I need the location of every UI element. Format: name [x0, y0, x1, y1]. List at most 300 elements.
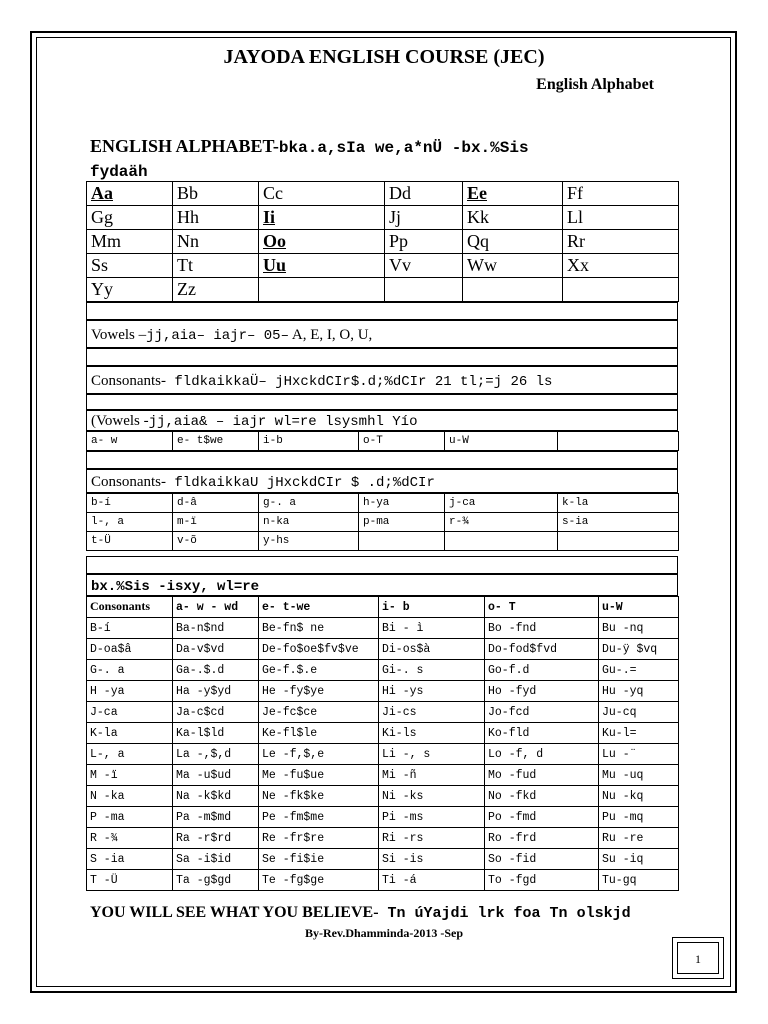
syllable-cell	[173, 849, 259, 870]
syllable-cell	[379, 639, 485, 660]
syllable-row	[87, 639, 679, 660]
consonant-cell	[558, 494, 679, 513]
syllable-cell	[599, 702, 679, 723]
consonant-text: j-ca	[449, 497, 476, 509]
consonant-cell	[173, 513, 259, 532]
consonant-text: g-. a	[263, 497, 297, 509]
syllable-header-cell	[599, 597, 679, 618]
syllable-text: Po -fmd	[488, 811, 537, 824]
syllable-cell	[259, 870, 379, 891]
consonant-cell	[87, 513, 173, 532]
syllable-text: Mu -uq	[602, 769, 644, 782]
syllable-cell	[485, 786, 599, 807]
syllable-text: Hu -yq	[602, 685, 644, 698]
alphabet-cell: Rr	[563, 230, 679, 254]
syllable-header-cell	[259, 597, 379, 618]
heading-sinhala: bka.a,sIa we,a*nÜ -bx.%Sis	[278, 139, 529, 157]
syllable-title-row	[86, 574, 678, 596]
syllable-cell	[379, 681, 485, 702]
syllable-text: Di-os$à	[382, 643, 431, 656]
spacer-row	[86, 302, 678, 320]
heading-prefix: ENGLISH ALPHABET-	[90, 136, 279, 156]
alphabet-cell: Ii	[259, 206, 385, 230]
syllable-text: Ba-n$nd	[176, 622, 225, 635]
consonants-sinhala: fldkaikkaÜ– jHxckdCIr$.d;%dCIr 21 tl;=j 26 ls	[166, 374, 553, 390]
syllable-header-text: u-W	[602, 601, 623, 614]
syllable-cell	[87, 849, 173, 870]
alphabet-row	[87, 182, 679, 206]
syllable-cell	[259, 744, 379, 765]
syllable-cell	[259, 807, 379, 828]
syllable-header-text: i- b	[382, 601, 410, 614]
syllable-cell	[87, 681, 173, 702]
vowels-list: A, E, I, O, U,	[288, 327, 373, 343]
footer-label: YOU WILL SEE WHAT YOU BELIEVE-	[90, 904, 379, 921]
alphabet-cell: Cc	[259, 182, 385, 206]
syllable-table	[86, 596, 679, 891]
syllable-text: La -,$,d	[176, 748, 232, 761]
syllable-text: Tu-gq	[602, 874, 637, 887]
syllable-header-text: e- t-we	[262, 601, 311, 614]
syllable-cell	[173, 681, 259, 702]
syllable-cell	[259, 681, 379, 702]
consonant-cell	[445, 532, 558, 551]
alphabet-cell: Yy	[87, 278, 173, 302]
syllable-cell	[485, 681, 599, 702]
syllable-text: P -ma	[90, 811, 125, 824]
syllable-cell	[599, 786, 679, 807]
alphabet-cell: Uu	[259, 254, 385, 278]
syllable-cell	[259, 786, 379, 807]
vowels-table-row	[87, 432, 679, 451]
footer-quote	[90, 904, 750, 922]
syllable-title: bx.%Sis -isxy, wl=re	[91, 579, 260, 595]
consonant-cell	[359, 532, 445, 551]
vowel-cell	[558, 432, 679, 451]
vowel-text: e- t$we	[177, 435, 224, 447]
spacer-row	[86, 556, 678, 574]
syllable-text: Lo -f, d	[488, 748, 544, 761]
syllable-row	[87, 765, 679, 786]
vowels-label: Vowels –	[91, 327, 147, 343]
syllable-text: Ti -á	[382, 874, 417, 887]
syllable-cell	[485, 849, 599, 870]
byline: By-Rev.Dhamminda-2013 -Sep	[304, 926, 463, 940]
alphabet-cell: Ww	[463, 254, 563, 278]
syllable-text: Ji-cs	[382, 706, 417, 719]
consonant-row	[87, 513, 679, 532]
syllable-text: Ke-fl$le	[262, 727, 318, 740]
syllable-text: Ni -ks	[382, 790, 424, 803]
consonants-table-label: Consonants-	[91, 474, 166, 490]
vowel-cell	[359, 432, 445, 451]
syllable-cell	[259, 765, 379, 786]
consonant-text: r-¾	[449, 516, 469, 528]
syllable-text: G-. a	[90, 664, 125, 677]
syllable-text: Du-ÿ $vq	[602, 643, 658, 656]
syllable-cell	[173, 639, 259, 660]
syllable-cell	[87, 807, 173, 828]
alphabet-cell: Zz	[173, 278, 259, 302]
syllable-text: H -ya	[90, 685, 125, 698]
syllable-text: Te -fg$ge	[262, 874, 325, 887]
syllable-cell	[173, 786, 259, 807]
alphabet-cell: Bb	[173, 182, 259, 206]
vowel-cell	[259, 432, 359, 451]
vowel-cell	[445, 432, 558, 451]
syllable-text: Pe -fm$me	[262, 811, 325, 824]
syllable-text: Na -k$kd	[176, 790, 232, 803]
syllable-text: Be-fn$ ne	[262, 622, 325, 635]
syllable-cell	[485, 702, 599, 723]
syllable-text: Ri -rs	[382, 832, 424, 845]
consonant-text: p-ma	[363, 516, 390, 528]
syllable-cell	[379, 723, 485, 744]
syllable-cell	[259, 639, 379, 660]
syllable-text: L-, a	[90, 748, 125, 761]
syllable-text: Je-fc$ce	[262, 706, 318, 719]
syllable-text: S -ia	[90, 853, 125, 866]
syllable-cell	[87, 765, 173, 786]
syllable-cell	[485, 828, 599, 849]
vowels-table-title	[86, 410, 678, 431]
consonants-table-title	[86, 469, 678, 493]
syllable-text: To -fgd	[488, 874, 537, 887]
syllable-text: Ko-fld	[488, 727, 530, 740]
syllable-cell	[379, 660, 485, 681]
alphabet-cell	[463, 278, 563, 302]
syllable-text: Sa -i$id	[176, 853, 232, 866]
syllable-row	[87, 786, 679, 807]
syllable-cell	[259, 723, 379, 744]
syllable-text: Pu -mq	[602, 811, 644, 824]
consonants-table	[86, 493, 679, 551]
syllable-cell	[259, 828, 379, 849]
alphabet-cell: Mm	[87, 230, 173, 254]
alphabet-cell	[385, 278, 463, 302]
syllable-cell	[379, 849, 485, 870]
consonants-line	[86, 366, 678, 394]
alphabet-cell: Gg	[87, 206, 173, 230]
syllable-text: K-la	[90, 727, 118, 740]
syllable-cell	[173, 765, 259, 786]
consonant-cell	[445, 513, 558, 532]
syllable-header-text: a- w - wd	[176, 601, 239, 614]
consonant-text: n-ka	[263, 516, 290, 528]
syllable-text: Gi-. s	[382, 664, 424, 677]
syllable-cell	[87, 660, 173, 681]
syllable-text: Ru -re	[602, 832, 644, 845]
alphabet-cell: Qq	[463, 230, 563, 254]
syllable-cell	[379, 870, 485, 891]
vowels-line	[86, 320, 678, 348]
consonant-text: h-ya	[363, 497, 390, 509]
syllable-header-cell	[485, 597, 599, 618]
syllable-text: Su -iq	[602, 853, 644, 866]
consonant-row	[87, 532, 679, 551]
syllable-cell	[379, 807, 485, 828]
syllable-cell	[599, 870, 679, 891]
consonant-text: s-ia	[562, 516, 589, 528]
vowels-sinhala: jj,aia– iajr– 05–	[146, 328, 289, 344]
syllable-header-text: Consonants	[90, 599, 151, 613]
syllable-text: Li -, s	[382, 748, 431, 761]
consonant-text: k-la	[562, 497, 589, 509]
vowel-cell	[173, 432, 259, 451]
syllable-row	[87, 744, 679, 765]
syllable-cell	[599, 618, 679, 639]
alphabet-table	[86, 181, 679, 302]
syllable-text: Ra -r$rd	[176, 832, 232, 845]
syllable-cell	[599, 660, 679, 681]
syllable-text: N -ka	[90, 790, 125, 803]
alphabet-cell: Jj	[385, 206, 463, 230]
alphabet-cell: Ee	[463, 182, 563, 206]
syllable-text: Bi - ì	[382, 622, 424, 635]
syllable-row	[87, 702, 679, 723]
alphabet-cell	[563, 278, 679, 302]
consonant-text: m-ï	[177, 516, 197, 528]
syllable-cell	[87, 723, 173, 744]
alphabet-row	[87, 230, 679, 254]
document-title: JAYODA ENGLISH COURSE (JEC)	[223, 46, 545, 68]
vowel-text: a- w	[91, 435, 118, 447]
syllable-text: Ma -u$ud	[176, 769, 232, 782]
spacer-row	[86, 348, 678, 366]
syllable-row	[87, 807, 679, 828]
syllable-text: Ro -frd	[488, 832, 537, 845]
syllable-cell	[173, 723, 259, 744]
syllable-text: Pa -m$md	[176, 811, 232, 824]
syllable-text: Jo-fcd	[488, 706, 530, 719]
syllable-cell	[485, 744, 599, 765]
syllable-text: Bu -nq	[602, 622, 644, 635]
syllable-cell	[599, 849, 679, 870]
syllable-cell	[485, 870, 599, 891]
consonant-text: l-, a	[91, 516, 125, 528]
footer-sinhala: Tn úYajdi lrk foa Tn olskjd	[378, 905, 631, 922]
consonant-cell	[173, 532, 259, 551]
consonant-row	[87, 494, 679, 513]
vowel-text: u-W	[449, 435, 469, 447]
syllable-header-row	[87, 597, 679, 618]
syllable-cell	[485, 618, 599, 639]
syllable-cell	[173, 618, 259, 639]
syllable-text: Si -is	[382, 853, 424, 866]
syllable-text: So -fid	[488, 853, 537, 866]
syllable-row	[87, 849, 679, 870]
syllable-cell	[485, 639, 599, 660]
alphabet-cell: Nn	[173, 230, 259, 254]
alphabet-cell: Ff	[563, 182, 679, 206]
vowel-text: o-T	[363, 435, 383, 447]
document-subtitle: English Alphabet	[536, 76, 654, 93]
syllable-text: D-oa$â	[90, 643, 132, 656]
syllable-header-cell	[173, 597, 259, 618]
consonant-cell	[259, 532, 359, 551]
syllable-text: Ju-cq	[602, 706, 637, 719]
syllable-cell	[599, 744, 679, 765]
syllable-cell	[485, 807, 599, 828]
syllable-cell	[259, 849, 379, 870]
syllable-text: Bo -fnd	[488, 622, 537, 635]
syllable-text: Go-f.d	[488, 664, 530, 677]
syllable-text: B-í	[90, 622, 111, 635]
consonants-table-sinhala: fldkaikkaU jHxckdCIr $ .d;%dCIr	[166, 475, 435, 491]
syllable-text: Hi -ys	[382, 685, 424, 698]
alphabet-cell: Hh	[173, 206, 259, 230]
alphabet-cell: Xx	[563, 254, 679, 278]
syllable-text: Ha -y$yd	[176, 685, 232, 698]
syllable-cell	[485, 660, 599, 681]
consonant-cell	[173, 494, 259, 513]
syllable-cell	[173, 702, 259, 723]
syllable-cell	[87, 828, 173, 849]
syllable-cell	[599, 681, 679, 702]
syllable-text: Mo -fud	[488, 769, 537, 782]
syllable-text: Nu -kq	[602, 790, 644, 803]
vowels-table-sinhala: jj,aia& – iajr wl=re lsysmhl Yío	[148, 414, 418, 430]
syllable-cell	[485, 765, 599, 786]
alphabet-cell: Aa	[87, 182, 173, 206]
syllable-cell	[173, 660, 259, 681]
syllable-cell	[259, 618, 379, 639]
consonant-text: t-Ü	[91, 535, 111, 547]
syllable-cell	[87, 870, 173, 891]
syllable-text: Se -fi$ie	[262, 853, 325, 866]
syllable-cell	[173, 870, 259, 891]
syllable-text: Gu-.=	[602, 664, 637, 677]
vowels-table-label: (Vowels -	[91, 413, 149, 429]
syllable-cell	[599, 765, 679, 786]
syllable-cell	[599, 723, 679, 744]
consonant-cell	[445, 494, 558, 513]
syllable-cell	[87, 702, 173, 723]
heading-sinhala-line2: fydaäh	[90, 163, 148, 181]
consonant-cell	[259, 494, 359, 513]
syllable-cell	[259, 660, 379, 681]
syllable-text: De-fo$oe$fv$ve	[262, 643, 359, 656]
spacer-row	[86, 394, 678, 410]
syllable-text: Pi -ms	[382, 811, 424, 824]
syllable-text: Ta -g$gd	[176, 874, 232, 887]
syllable-cell	[259, 702, 379, 723]
syllable-text: Ga-.$.d	[176, 664, 225, 677]
syllable-row	[87, 870, 679, 891]
syllable-cell	[87, 618, 173, 639]
syllable-cell	[379, 765, 485, 786]
syllable-cell	[379, 618, 485, 639]
consonant-cell	[558, 532, 679, 551]
alphabet-cell: Vv	[385, 254, 463, 278]
syllable-cell	[599, 807, 679, 828]
consonant-cell	[359, 494, 445, 513]
consonant-cell	[259, 513, 359, 532]
alphabet-cell: Kk	[463, 206, 563, 230]
syllable-text: Le -f,$,e	[262, 748, 325, 761]
consonant-text: v-õ	[177, 535, 197, 547]
alphabet-cell: Ss	[87, 254, 173, 278]
alphabet-cell: Oo	[259, 230, 385, 254]
syllable-cell	[173, 828, 259, 849]
syllable-text: Ki-ls	[382, 727, 417, 740]
syllable-cell	[87, 639, 173, 660]
syllable-text: Da-v$vd	[176, 643, 225, 656]
alphabet-cell: Pp	[385, 230, 463, 254]
syllable-cell	[379, 786, 485, 807]
vowel-text: i-b	[263, 435, 283, 447]
consonant-text: b-í	[91, 497, 111, 509]
syllable-text: R -¾	[90, 832, 118, 845]
syllable-cell	[379, 828, 485, 849]
alphabet-cell: Tt	[173, 254, 259, 278]
consonant-text: y-hs	[263, 535, 290, 547]
syllable-cell	[485, 723, 599, 744]
syllable-cell	[599, 639, 679, 660]
syllable-text: No -fkd	[488, 790, 537, 803]
syllable-cell	[87, 744, 173, 765]
consonant-text: d-â	[177, 497, 197, 509]
syllable-cell	[599, 828, 679, 849]
alphabet-cell	[259, 278, 385, 302]
consonant-cell	[359, 513, 445, 532]
syllable-text: J-ca	[90, 706, 118, 719]
syllable-row	[87, 660, 679, 681]
syllable-text: T -Ü	[90, 874, 118, 887]
consonant-cell	[87, 494, 173, 513]
syllable-cell	[379, 702, 485, 723]
syllable-text: Lu -¨	[602, 748, 637, 761]
page-number-box	[672, 937, 724, 979]
syllable-text: Do-fod$fvd	[488, 643, 558, 656]
syllable-row	[87, 618, 679, 639]
syllable-text: Ka-l$ld	[176, 727, 225, 740]
syllable-text: He -fy$ye	[262, 685, 325, 698]
syllable-text: M -ï	[90, 769, 118, 782]
alphabet-row	[87, 254, 679, 278]
vowel-cell	[87, 432, 173, 451]
syllable-text: Ne -fk$ke	[262, 790, 325, 803]
syllable-header-text: o- T	[488, 601, 516, 614]
syllable-cell	[379, 744, 485, 765]
syllable-header-cell	[87, 597, 173, 618]
syllable-text: Ku-l=	[602, 727, 637, 740]
section-heading	[90, 134, 680, 184]
syllable-text: Mi -ñ	[382, 769, 417, 782]
syllable-row	[87, 681, 679, 702]
consonant-cell	[87, 532, 173, 551]
syllable-text: Ge-f.$.e	[262, 664, 318, 677]
syllable-cell	[173, 807, 259, 828]
alphabet-row	[87, 206, 679, 230]
consonants-label: Consonants-	[91, 373, 166, 389]
alphabet-cell: Ll	[563, 206, 679, 230]
page-number: 1	[677, 942, 719, 974]
syllable-text: Ja-c$cd	[176, 706, 225, 719]
syllable-cell	[87, 786, 173, 807]
alphabet-row	[87, 278, 679, 302]
syllable-row	[87, 723, 679, 744]
syllable-row	[87, 828, 679, 849]
syllable-cell	[173, 744, 259, 765]
syllable-text: Me -fu$ue	[262, 769, 325, 782]
consonant-cell	[558, 513, 679, 532]
syllable-text: Ho -fyd	[488, 685, 537, 698]
syllable-text: Re -fr$re	[262, 832, 325, 845]
vowels-table	[86, 431, 679, 451]
spacer-row	[86, 451, 678, 469]
alphabet-cell: Dd	[385, 182, 463, 206]
